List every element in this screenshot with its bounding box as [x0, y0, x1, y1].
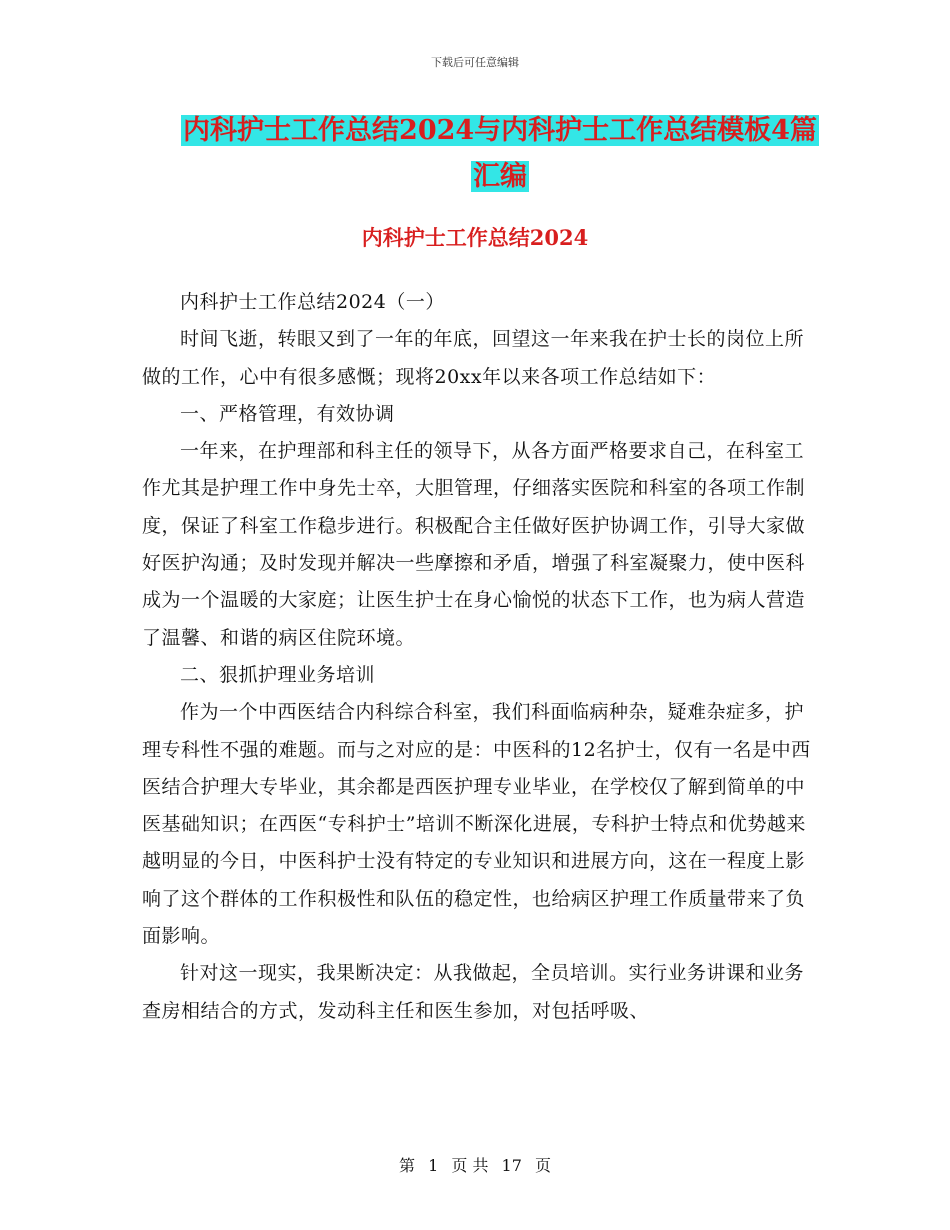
paragraph-management: 一年来，在护理部和科主任的领导下，从各方面严格要求自己，在科室工作尤其是护理工作中身先士卒，大胆管理，仔细落实医院和科室的各项工作制度，保证了科室工作稳步进行。积极配合主任做好医护协调工作，引导大家做好医护沟通；及时发现并解决一些摩擦和矛盾，增强了科室凝聚力，使中医科成为一个温暖的大家庭；让医生护士在身心愉悦的状态下工作，也为病人营造了温馨、和谐的病区住院环境。: [142, 440, 806, 649]
header-note: 下载后可任意编辑: [431, 56, 519, 69]
footer-page-number: 1: [428, 1156, 439, 1175]
paragraph-intro: 时间飞逝，转眼又到了一年的年底，回望这一年来我在护士长的岗位上所做的工作，心中有很多感慨；现将20xx年以来各项工作总结如下：: [142, 328, 805, 388]
heading-strict-management: 一、严格管理，有效协调: [180, 402, 395, 425]
footer-prefix: 第: [398, 1156, 415, 1175]
paragraph-training: 作为一个中西医结合内科综合科室，我们科面临病种杂，疑难杂症多，护理专科性不强的难题。而与之对应的是：中医科的12名护士，仅有一名是中西医结合护理大专毕业，其余都是西医护理专业毕业，在学校仅了解到简单的中医基础知识；在西医“专科护士”培训不断深化进展，专科护士特点和优势越来越明显的今日，中医科护士没有特定的专业知识和进展方向，这在一程度上影响了这个群体的工作积极性和队伍的稳定性，也给病区护理工作质量带来了负面影响。: [142, 701, 811, 948]
paragraph-measures: 针对这一现实，我果断决定：从我做起，全员培训。实行业务讲课和业务查房相结合的方式，发动科主任和医生参加，对包括呼吸、: [142, 962, 805, 1022]
document-body: [142, 284, 812, 1030]
paragraph-subtitle: 内科护士工作总结2024（一）: [180, 291, 445, 313]
page-footer: [0, 1153, 950, 1176]
document-title-line-1: 内科护士工作总结2024与内科护士工作总结模板4篇: [183, 115, 817, 146]
footer-suffix: 页: [535, 1156, 552, 1175]
footer-total-pages: 17: [501, 1156, 522, 1175]
document-title-line-2: 汇编: [473, 161, 527, 192]
footer-mid: 页 共: [451, 1156, 489, 1175]
heading-training: 二、狠抓护理业务培训: [180, 663, 376, 686]
section-title: 内科护士工作总结2024: [361, 225, 589, 250]
document-title: [140, 108, 860, 200]
